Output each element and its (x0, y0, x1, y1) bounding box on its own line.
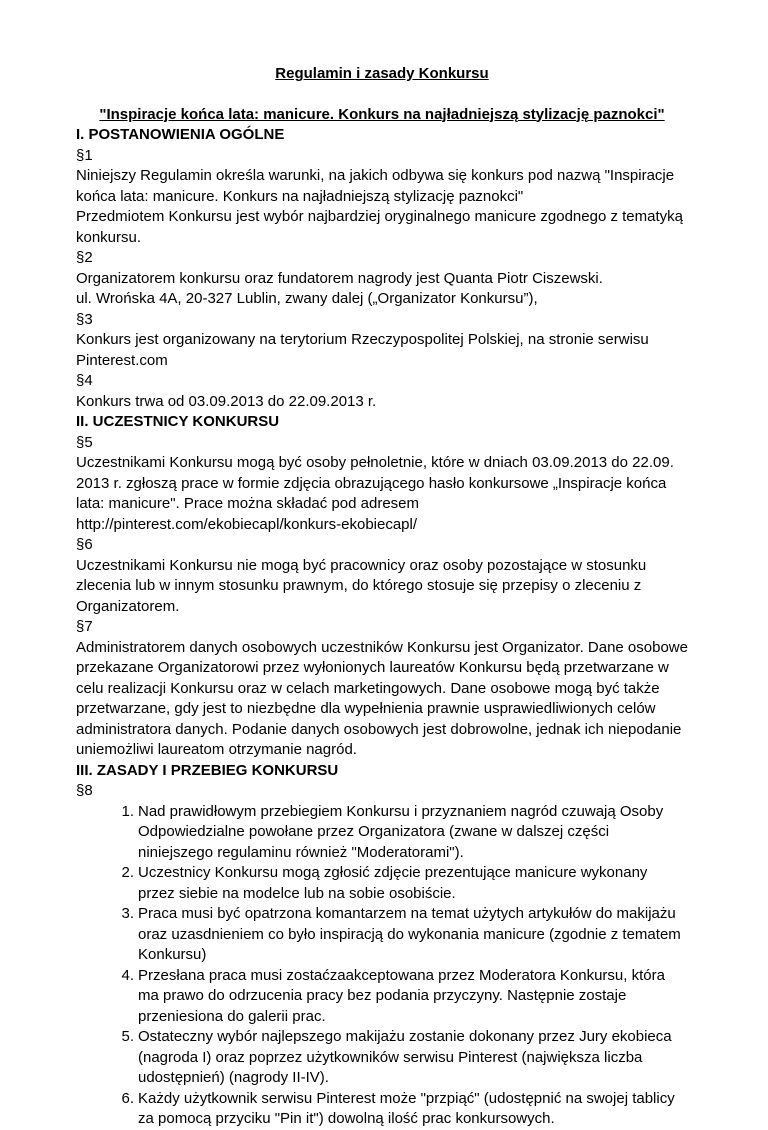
document-title: Regulamin i zasady Konkursu (275, 65, 489, 82)
list-item-text: Nad prawidłowym przebiegiem Konkursu i przyznaniem nagród czuwają Osoby Odpowiedzialne powołane przez Organizatora (zwane w dalszej części niniejszego regulaminu również "Moderatorami"). (138, 802, 664, 861)
paragraph-mark-4: §4 (76, 372, 93, 389)
paragraph-mark-3: §3 (76, 310, 93, 328)
paragraph-3-text: Konkurs jest organizowany na terytorium Rzeczypospolitej Polskiej, na stronie serwisu Pinterest.com (76, 331, 649, 369)
paragraph-4-text: Konkurs trwa od 03.09.2013 do 22.09.2013 r. (76, 392, 377, 410)
paragraph-mark-1: §1 (76, 146, 93, 164)
list-item-text: Każdy użytkownik serwisu Pinterest może "przpiąć" (udostępnić na swojej tablicy za pomocą przyciku "Pin it") dowolną ilość prac konkursowych. (138, 1089, 675, 1127)
list-item (116, 802, 688, 864)
list-item-number: 5. (121, 1028, 134, 1045)
paragraph-1-text-a: Niniejszy Regulamin określa warunki, na jakich odbywa się konkurs pod nazwą "Inspiracje końca lata: manicure. Konkurs na najładniejszą stylizację paznokci" (76, 167, 675, 205)
paragraph-mark-5: §5 (76, 433, 93, 451)
paragraph-2-text-a: Organizatorem konkursu oraz fundatorem nagrody jest Quanta Piotr Ciszewski. (76, 269, 603, 287)
paragraph-2-text-b: ul. Wrońska 4A, 20-327 Lublin, zwany dalej („Organizator Konkursu”), (76, 290, 538, 307)
paragraph-6-text: Uczestnikami Konkursu nie mogą być pracownicy oraz osoby pozostające w stosunku zlecenia lub w innym stosunku prawnym, do którego stosuje się przepisy o zleceniu z Organizatorem. (76, 556, 647, 615)
list-item (116, 863, 688, 904)
list-item (116, 966, 688, 1028)
list-item-text: Uczestnicy Konkursu mogą zgłosić zdjęcie prezentujące manicure wykonany przez siebie na modelce lub na sobie osobiście. (138, 864, 648, 902)
rules-list (76, 802, 688, 1130)
list-item-number: 6. (121, 1089, 134, 1107)
paragraph-7-text: Administratorem danych osobowych uczestników Konkursu jest Organizator. Dane osobowe przekazane Organizatorowi przez wyłonionych laureatów Konkursu będą przetwarzane w celu realizacji Konkursu oraz w celach marketingowych. Dane osobowe mogą być także przetwarzane, gdy jest to niezbędne dla wypełnienia prawnie usprawiedliwionych celów administratora danych. Podanie danych osobowych jest dobrowolne, jednak ich niepodanie uniemożliwi laureatom otrzymanie nagród. (76, 638, 688, 758)
list-item-number: 4. (121, 966, 134, 984)
paragraph-mark-8: §8 (76, 782, 93, 799)
paragraph-1-text-b: Przedmiotem Konkursu jest wybór najbardziej oryginalnego manicure zgodnego z tematyką konkursu. (76, 208, 683, 246)
list-item-number: 1. (121, 802, 134, 820)
list-item-number: 3. (121, 905, 134, 922)
contest-name: "Inspiracje końca lata: manicure. Konkurs na najładniejszą stylizację paznokci" (99, 105, 665, 123)
section-heading-general: I. POSTANOWIENIA OGÓLNE (76, 126, 285, 143)
list-item-text: Ostateczny wybór najlepszego makijażu zostanie dokonany przez Jury ekobieca (nagroda I) oraz poprzez użytkowników serwisu Pinterest (największa liczba udostępnień) (nagrody II-IV). (138, 1028, 672, 1086)
section-heading-rules: III. ZASADY I PRZEBIEG KONKURSU (76, 761, 339, 779)
submission-url: http://pinterest.com/ekobiecapl/konkurs-ekobiecapl/ (76, 515, 418, 533)
list-item-text: Praca musi być opatrzona komantarzem na temat użytych artykułów do makijażu oraz uzasdnieniem co było inspiracją do wykonania manicure (zgodnie z tematem Konkursu) (138, 905, 681, 963)
list-item (116, 1089, 688, 1130)
list-item-text: Przesłana praca musi zostaćzaakceptowana przez Moderatora Konkursu, która ma prawo do odrzucenia pracy bez podania przyczyny. Następnie zostaje przeniesiona do galerii prac. (138, 966, 665, 1025)
paragraph-5-text: Uczestnikami Konkursu mogą być osoby pełnoletnie, które w dniach 03.09.2013 do 22.09. 2013 r. zgłoszą prace w formie zdjęcia obrazującego hasło konkursowe „Inspiracje końca lata: manicure". Prace można składać pod adresem (76, 454, 674, 512)
paragraph-mark-7: §7 (76, 618, 93, 635)
paragraph-mark-6: §6 (76, 536, 93, 553)
section-heading-participants: II. UCZESTNICY KONKURSU (76, 413, 280, 430)
list-item (116, 1027, 688, 1089)
list-item (116, 904, 688, 966)
list-item-number: 2. (121, 864, 134, 881)
paragraph-mark-2: §2 (76, 249, 93, 266)
